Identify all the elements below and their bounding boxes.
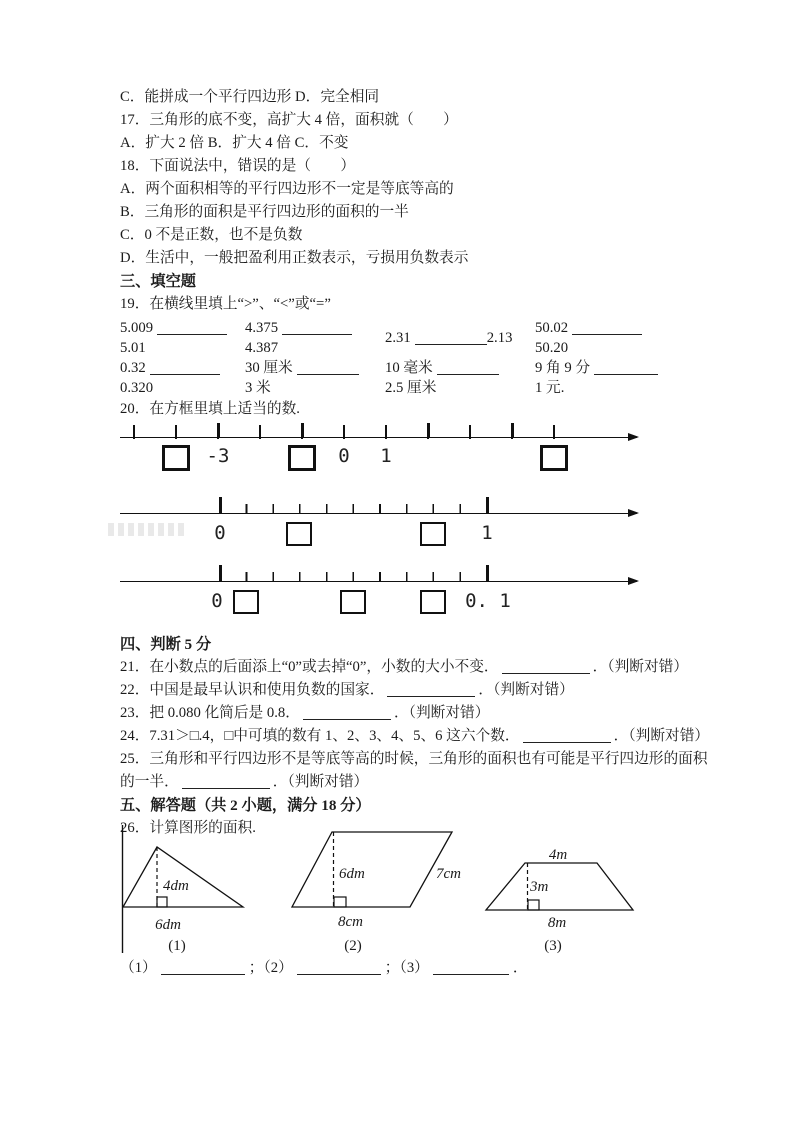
trapezoid-base-label: 8m bbox=[547, 915, 567, 931]
q25-text-2: 的一半． bbox=[120, 774, 179, 790]
figure-parallelogram bbox=[292, 832, 461, 954]
answer-blank bbox=[150, 361, 220, 375]
q19-pair-5 bbox=[120, 358, 245, 398]
answer-blank bbox=[387, 682, 475, 697]
value: 50.02 bbox=[535, 320, 569, 336]
faint-watermark bbox=[108, 523, 184, 536]
q19-pair-4 bbox=[535, 318, 695, 358]
q18-stem: 18．下面说法中，错误的是（ ） bbox=[120, 158, 356, 174]
answer-blank bbox=[433, 960, 509, 975]
q19-pair-2 bbox=[245, 318, 385, 358]
answer-blank bbox=[502, 659, 590, 674]
section-3-title: 三、填空题 bbox=[120, 273, 196, 290]
q19-compare-grid bbox=[120, 318, 705, 398]
number-line-2 bbox=[120, 491, 660, 561]
q23-text: 23．把 0.080 化简后是 0.8． bbox=[120, 705, 300, 721]
axis-arrowhead bbox=[628, 433, 639, 441]
fill-box bbox=[288, 445, 316, 471]
number-line-1 bbox=[120, 421, 660, 491]
right-angle-marker bbox=[528, 900, 539, 910]
answer-label-3: ；（3） bbox=[384, 960, 429, 976]
q17-options: A．扩大 2 倍 B．扩大 4 倍 C．不变 bbox=[120, 135, 349, 151]
axis-arrowhead bbox=[628, 509, 639, 517]
answer-blank bbox=[415, 331, 487, 345]
answer-label-1: （1） bbox=[120, 960, 157, 976]
value: 50.20 bbox=[535, 340, 569, 356]
value: 0.32 bbox=[120, 360, 146, 376]
value: 30 厘米 bbox=[245, 360, 293, 376]
figure-triangle bbox=[123, 847, 243, 954]
major-tick bbox=[427, 423, 430, 438]
tick-label: 0. 1 bbox=[465, 590, 511, 612]
q23 bbox=[120, 702, 705, 725]
value: 5.009 bbox=[120, 320, 154, 336]
major-tick bbox=[486, 565, 489, 582]
q16-options-cd: C．能拼成一个平行四边形 D．完全相同 bbox=[120, 89, 380, 105]
answer-label-2: ；（2） bbox=[248, 960, 293, 976]
answer-end: ． bbox=[512, 960, 528, 976]
q18-option-d: D．生活中，一般把盈利用正数表示，亏损用负数表示 bbox=[120, 250, 469, 266]
value: 0.320 bbox=[120, 380, 154, 396]
right-angle-marker bbox=[157, 897, 167, 907]
answer-blank bbox=[523, 728, 611, 743]
q23-suffix: ．（判断对错） bbox=[393, 705, 490, 721]
answer-blank bbox=[594, 361, 658, 375]
value: 1 元. bbox=[535, 380, 565, 396]
q24 bbox=[120, 725, 710, 748]
figure-3-caption: (3) bbox=[544, 938, 562, 954]
right-angle-marker bbox=[334, 897, 346, 907]
tick-label: 0 bbox=[338, 445, 350, 467]
trapezoid-top-label: 4m bbox=[548, 847, 568, 863]
answer-blank bbox=[297, 960, 381, 975]
tick-strip bbox=[133, 425, 557, 439]
q22-suffix: ．（判断对错） bbox=[478, 682, 574, 698]
answer-blank bbox=[297, 361, 359, 375]
tick-strip bbox=[219, 504, 490, 513]
figure-trapezoid bbox=[486, 847, 633, 954]
fill-box bbox=[420, 522, 446, 546]
value: 3 米 bbox=[245, 380, 271, 396]
q19-pair-7 bbox=[385, 358, 535, 398]
value: 2.31 bbox=[385, 330, 411, 346]
q24-suffix: ．（判断对错） bbox=[613, 728, 710, 744]
q25-suffix: ．（判断对错） bbox=[272, 774, 369, 790]
value: 10 毫米 bbox=[385, 360, 433, 376]
q19-pair-6 bbox=[245, 358, 385, 398]
axis-arrowhead bbox=[628, 577, 639, 585]
value: 4.387 bbox=[245, 340, 279, 356]
triangle-base-label: 6dm bbox=[155, 917, 181, 933]
value: 9 角 9 分 bbox=[535, 360, 591, 376]
q24-text: 24．7.31＞□.4，□中可填的数有 1、2、3、4、5、6 这六个数． bbox=[120, 728, 520, 744]
tick-label: 0 bbox=[214, 522, 226, 544]
page-content bbox=[120, 86, 710, 980]
q26-figures bbox=[120, 825, 700, 957]
tick-strip bbox=[219, 572, 490, 581]
major-tick bbox=[301, 423, 304, 438]
trapezoid-height-label: 3m bbox=[530, 879, 549, 895]
major-tick bbox=[217, 423, 220, 438]
q26-answer-row bbox=[120, 957, 705, 980]
tick-label: -3 bbox=[206, 445, 230, 467]
fill-box bbox=[420, 590, 446, 614]
answer-blank bbox=[303, 705, 391, 720]
answer-blank bbox=[157, 321, 227, 335]
answer-blank bbox=[161, 960, 245, 975]
value: 5.01 bbox=[120, 340, 146, 356]
q19-pair-8 bbox=[535, 358, 695, 398]
parallelogram-height-label: 6dm bbox=[339, 866, 365, 882]
q25-text: 25．三角形和平行四边形不是等底等高的时候，三角形的面积也有可能是平行四边形的面积 bbox=[120, 751, 708, 767]
q26-prompt: 26．计算图形的面积. bbox=[120, 820, 256, 836]
q19-pair-3 bbox=[385, 318, 535, 358]
fill-box bbox=[233, 590, 259, 614]
figure-2-caption: (2) bbox=[344, 938, 362, 954]
answer-blank bbox=[282, 321, 352, 335]
answer-blank bbox=[437, 361, 499, 375]
figure-1-caption: (1) bbox=[168, 938, 186, 954]
fill-box bbox=[540, 445, 568, 471]
triangle-height-label: 4dm bbox=[163, 878, 189, 894]
tick-label: 0 bbox=[211, 590, 223, 612]
q18-option-b: B．三角形的面积是平行四边形的面积的一半 bbox=[120, 204, 409, 220]
section-5-title: 五、解答题（共 2 小题，满分 18 分） bbox=[120, 797, 371, 814]
q22 bbox=[120, 679, 705, 702]
axis-line bbox=[120, 513, 637, 514]
tick-label: 1 bbox=[481, 522, 493, 544]
q17-stem: 17．三角形的底不变，高扩大 4 倍，面积就（ ） bbox=[120, 112, 458, 128]
fill-box bbox=[162, 445, 190, 471]
number-line-3 bbox=[120, 561, 660, 633]
q21 bbox=[120, 656, 705, 679]
q19-prompt: 19．在横线里填上“>”、“<”或“=” bbox=[120, 296, 331, 312]
q22-text: 22．中国是最早认识和使用负数的国家． bbox=[120, 682, 385, 698]
q18-option-c: C．0 不是正数，也不是负数 bbox=[120, 227, 303, 243]
major-tick bbox=[219, 497, 222, 514]
section-4-title: 四、判断 5 分 bbox=[120, 636, 212, 653]
q25-line-1 bbox=[120, 748, 708, 771]
q18-option-a: A．两个面积相等的平行四边形不一定是等底等高的 bbox=[120, 181, 454, 197]
answer-blank bbox=[182, 774, 270, 789]
answer-blank bbox=[572, 321, 642, 335]
axis-line bbox=[120, 581, 637, 582]
major-tick bbox=[511, 423, 514, 438]
tick-label: 1 bbox=[380, 445, 392, 467]
q21-text: 21．在小数点的后面添上“0”或去掉“0”，小数的大小不变． bbox=[120, 659, 499, 675]
fill-box bbox=[340, 590, 366, 614]
q25-line-2 bbox=[120, 771, 705, 794]
value: 2.5 厘米 bbox=[385, 380, 437, 396]
value: 4.375 bbox=[245, 320, 279, 336]
value: 2.13 bbox=[486, 330, 513, 346]
q19-pair-1 bbox=[120, 318, 245, 358]
q20-prompt: 20．在方框里填上适当的数. bbox=[120, 401, 300, 417]
fill-box bbox=[286, 522, 312, 546]
major-tick bbox=[486, 497, 489, 514]
parallelogram-base-label: 8cm bbox=[338, 914, 363, 930]
parallelogram-side-label: 7cm bbox=[436, 866, 461, 882]
major-tick bbox=[219, 565, 222, 582]
q21-suffix: ．（判断对错） bbox=[592, 659, 689, 675]
